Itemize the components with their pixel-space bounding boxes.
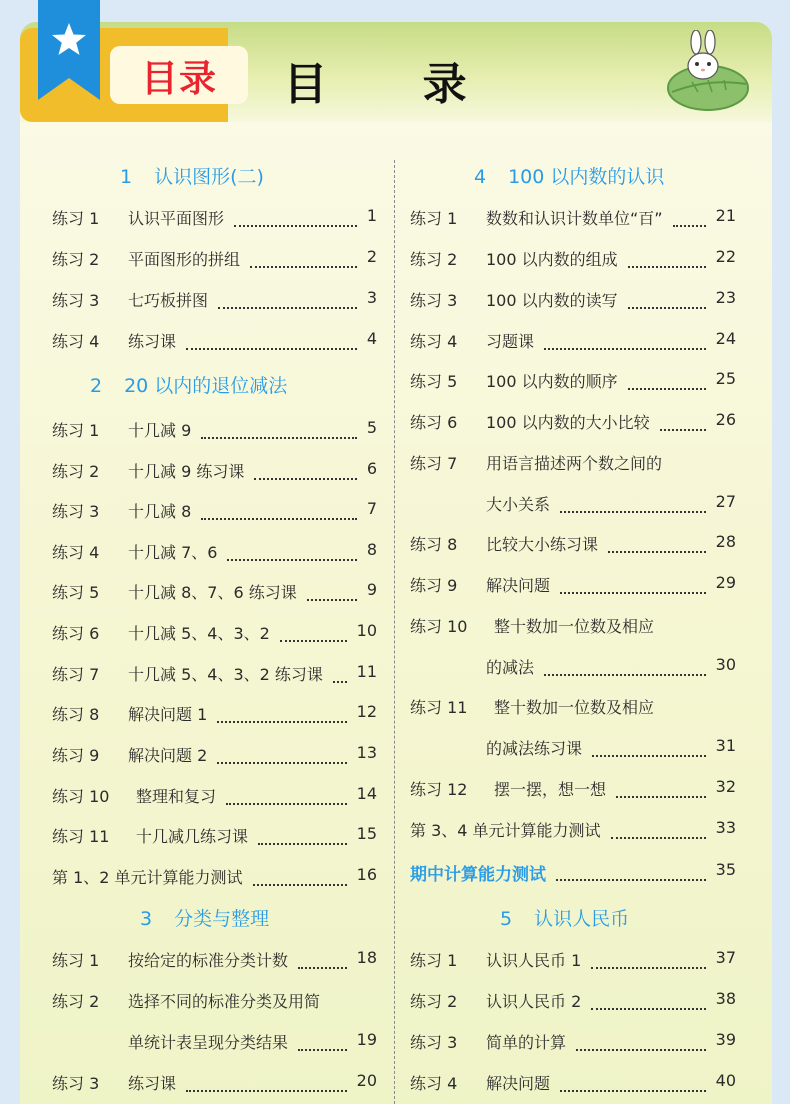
toc-entry[interactable] [410,655,736,679]
entry-title: 数数和认识计数单位“百” [486,209,663,228]
entry-title: 习题课 [486,332,535,351]
midterm-test-entry[interactable] [410,860,736,884]
entry-title: 简单的计算 [486,1033,567,1052]
entry-title: 解决问题 1 [128,705,208,724]
toc-entry[interactable] [52,329,377,353]
page-number: 22 [715,247,736,266]
toc-entry[interactable] [52,989,377,1013]
page-number: 21 [715,206,736,225]
entry-title: 十几减 8、7、6 练习课 [128,583,297,602]
exercise-label: 练习 2 [410,250,458,269]
page-number: 13 [356,743,377,762]
exercise-label: 练习 1 [410,209,458,228]
toc-entry[interactable] [52,865,377,889]
leader-dots [254,464,357,480]
page-number: 12 [356,702,377,721]
leader-dots [217,707,347,723]
leader-dots [611,823,706,839]
page-number: 23 [715,288,736,307]
exercise-label: 练习 1 [52,209,100,228]
section-heading [140,904,269,932]
exercise-label: 练习 10 [52,787,110,806]
toc-entry[interactable] [52,784,377,808]
exercise-label: 练习 2 [52,462,100,481]
leader-dots [298,1035,347,1051]
toc-entry[interactable] [410,329,736,353]
page-number: 30 [715,655,736,674]
exercise-label: 练习 4 [410,1074,458,1093]
leader-dots [217,748,347,764]
section-number: 4 [474,166,487,188]
toc-entry[interactable] [410,948,736,972]
leader-dots [298,953,347,969]
star-icon [51,22,87,56]
toc-entry[interactable] [52,499,377,523]
page-number: 4 [366,329,377,348]
page-number: 1 [366,206,377,225]
page-number: 20 [356,1071,377,1090]
page-number: 3 [366,288,377,307]
exercise-label: 练习 3 [410,291,458,310]
page-number: 11 [356,662,377,681]
toc-entry[interactable] [410,288,736,312]
entry-title: 七巧板拼图 [128,291,209,310]
toc-entry[interactable] [410,410,736,434]
entry-title: 100 以内数的大小比较 [486,413,650,432]
entry-title: 整十数加一位数及相应 [494,617,655,636]
leader-dots [556,865,706,881]
page-number: 37 [715,948,736,967]
exercise-label: 练习 11 [410,698,468,717]
leader-dots [560,1076,706,1092]
toc-entry[interactable] [52,288,377,312]
toc-entry[interactable] [410,1071,736,1095]
leader-dots [591,994,706,1010]
entry-title: 练习课 [128,1074,177,1093]
leader-dots [227,545,357,561]
toc-entry[interactable] [52,418,377,442]
section-heading [474,162,664,190]
entry-title: 十几减 5、4、3、2 [128,624,270,643]
page-number: 7 [366,499,377,518]
toc-entry[interactable] [410,247,736,271]
leader-dots [226,789,347,805]
toc-entry[interactable] [52,743,377,767]
entry-title: 100 以内数的顺序 [486,372,618,391]
entry-title: 100 以内数的读写 [486,291,618,310]
page-number: 6 [366,459,377,478]
toc-entry[interactable] [52,206,377,230]
page-number: 16 [356,865,377,884]
exercise-label: 练习 4 [52,543,100,562]
page-number: 27 [715,492,736,511]
page-number: 28 [715,532,736,551]
entry-title: 练习课 [128,332,177,351]
page-number: 24 [715,329,736,348]
toc-entry[interactable] [52,580,377,604]
entry-title: 认识人民币 1 [486,951,582,970]
exercise-label: 练习 2 [410,992,458,1011]
entry-title: 整理和复习 [136,787,217,806]
toc-entry[interactable] [52,459,377,483]
toc-entry[interactable] [52,948,377,972]
section-title: 认识人民币 [534,908,630,930]
entry-title: 十几减 8 [128,502,192,521]
entry-title: 按给定的标准分类计数 [128,951,289,970]
toc-entry[interactable] [52,662,377,686]
column-divider [394,160,395,1104]
entry-title: 第 3、4 单元计算能力测试 [410,821,601,840]
leader-dots [576,1035,706,1051]
section-number: 3 [140,908,153,930]
exercise-label: 练习 2 [52,250,100,269]
exercise-label: 练习 8 [52,705,100,724]
section-title: 分类与整理 [174,908,270,930]
page-number: 38 [715,989,736,1008]
exercise-label: 练习 11 [52,827,110,846]
toc-entry[interactable] [410,573,736,597]
exercise-label: 练习 4 [410,332,458,351]
leader-dots [592,741,706,757]
exercise-label: 练习 2 [52,992,100,1011]
entry-title: 解决问题 2 [128,746,208,765]
rabbit-leaf-icon [662,30,752,114]
leader-dots [253,870,347,886]
entry-title: 摆一摆，想一想 [494,780,607,799]
section-number: 1 [120,166,133,188]
leader-dots [544,660,706,676]
exercise-label: 练习 9 [52,746,100,765]
section-number: 5 [500,908,513,930]
exercise-label: 练习 3 [410,1033,458,1052]
entry-title: 认识人民币 2 [486,992,582,1011]
toc-entry[interactable] [410,451,736,475]
leader-dots [201,504,357,520]
leader-dots [628,293,706,309]
leader-dots [234,211,357,227]
toc-entry[interactable] [410,695,736,719]
page-number: 26 [715,410,736,429]
page-number: 19 [356,1030,377,1049]
leader-dots [673,211,706,227]
page-number: 31 [715,736,736,755]
exercise-label: 练习 7 [52,665,100,684]
exercise-label: 练习 8 [410,535,458,554]
leader-dots [628,252,706,268]
entry-title: 大小关系 [486,495,551,514]
exercise-label: 练习 3 [52,502,100,521]
leader-dots [280,626,347,642]
section-title: 100 以内数的认识 [508,166,665,188]
entry-title: 平面图形的拼组 [128,250,241,269]
leader-dots [628,374,706,390]
entry-title: 十几减几练习课 [136,827,249,846]
section-heading [500,904,629,932]
toc-entry[interactable] [52,1071,377,1095]
page-number: 5 [366,418,377,437]
section-heading [90,371,287,399]
toc-entry[interactable] [52,621,377,645]
entry-title: 认识平面图形 [128,209,225,228]
toc-entry[interactable] [52,1030,377,1054]
section-number: 2 [90,375,103,397]
section-title: 认识图形(二) [154,166,264,188]
section-heading [120,162,264,190]
page-number: 15 [356,824,377,843]
exercise-label: 练习 5 [52,583,100,602]
toc-entry[interactable] [410,532,736,556]
toc-entry[interactable] [52,824,377,848]
entry-title: 十几减 7、6 [128,543,218,562]
entry-title: 比较大小练习课 [486,535,599,554]
entry-title: 用语言描述两个数之间的 [486,454,663,473]
exercise-label: 练习 5 [410,372,458,391]
entry-title: 的减法 [486,658,535,677]
exercise-label: 练习 12 [410,780,468,799]
toc-entry[interactable] [410,492,736,516]
entry-title: 十几减 9 练习课 [128,462,245,481]
page-number: 32 [715,777,736,796]
exercise-label: 练习 9 [410,576,458,595]
section-title: 20 以内的退位减法 [124,375,288,397]
exercise-label: 练习 1 [52,951,100,970]
exercise-label: 练习 3 [52,291,100,310]
entry-title: 的减法练习课 [486,739,583,758]
leader-dots [186,334,357,350]
entry-title: 十几减 5、4、3、2 练习课 [128,665,323,684]
exercise-label: 练习 3 [52,1074,100,1093]
exercise-label: 练习 7 [410,454,458,473]
entry-title: 解决问题 [486,576,551,595]
page-number: 35 [715,860,736,879]
entry-title: 整十数加一位数及相应 [494,698,655,717]
toc-entry[interactable] [410,206,736,230]
entry-title: 100 以内数的组成 [486,250,618,269]
exercise-label: 练习 1 [52,421,100,440]
leader-dots [591,953,706,969]
page-number: 14 [356,784,377,803]
toc-entry[interactable] [410,1030,736,1054]
exercise-label: 练习 6 [52,624,100,643]
page-number: 25 [715,369,736,388]
exercise-label: 练习 1 [410,951,458,970]
toc-entry[interactable] [410,614,736,638]
toc-entry[interactable] [410,989,736,1013]
leader-dots [258,829,347,845]
entry-title: 第 1、2 单元计算能力测试 [52,868,243,887]
entry-title: 选择不同的标准分类及用简 [128,992,321,1011]
toc-entry[interactable] [52,702,377,726]
leader-dots [333,667,347,683]
page-title: 目 录 [283,59,507,110]
toc-entry[interactable] [52,247,377,271]
leader-dots [660,415,706,431]
page-number: 33 [715,818,736,837]
page-number: 29 [715,573,736,592]
page-number: 2 [366,247,377,266]
exercise-label: 练习 10 [410,617,468,636]
leader-dots [560,578,706,594]
exercise-label: 练习 6 [410,413,458,432]
entry-title: 期中计算能力测试 [410,865,546,885]
leader-dots [544,334,706,350]
page-number: 9 [366,580,377,599]
leader-dots [186,1076,347,1092]
toc-tag-label: 目录 [110,46,248,104]
toc-entry[interactable] [410,777,736,801]
exercise-label: 练习 4 [52,332,100,351]
page-number: 18 [356,948,377,967]
entry-title: 解决问题 [486,1074,551,1093]
toc-entry[interactable] [410,818,736,842]
leader-dots [250,252,357,268]
toc-entry[interactable] [410,369,736,393]
entry-title: 十几减 9 [128,421,192,440]
leader-dots [201,423,357,439]
toc-entry[interactable] [410,736,736,760]
leader-dots [608,537,706,553]
leader-dots [218,293,357,309]
leader-dots [616,782,706,798]
toc-entry[interactable] [52,540,377,564]
page-number: 39 [715,1030,736,1049]
leader-dots [560,497,706,513]
entry-title: 单统计表呈现分类结果 [128,1033,289,1052]
page-number: 8 [366,540,377,559]
page-number: 40 [715,1071,736,1090]
page-number: 10 [356,621,377,640]
